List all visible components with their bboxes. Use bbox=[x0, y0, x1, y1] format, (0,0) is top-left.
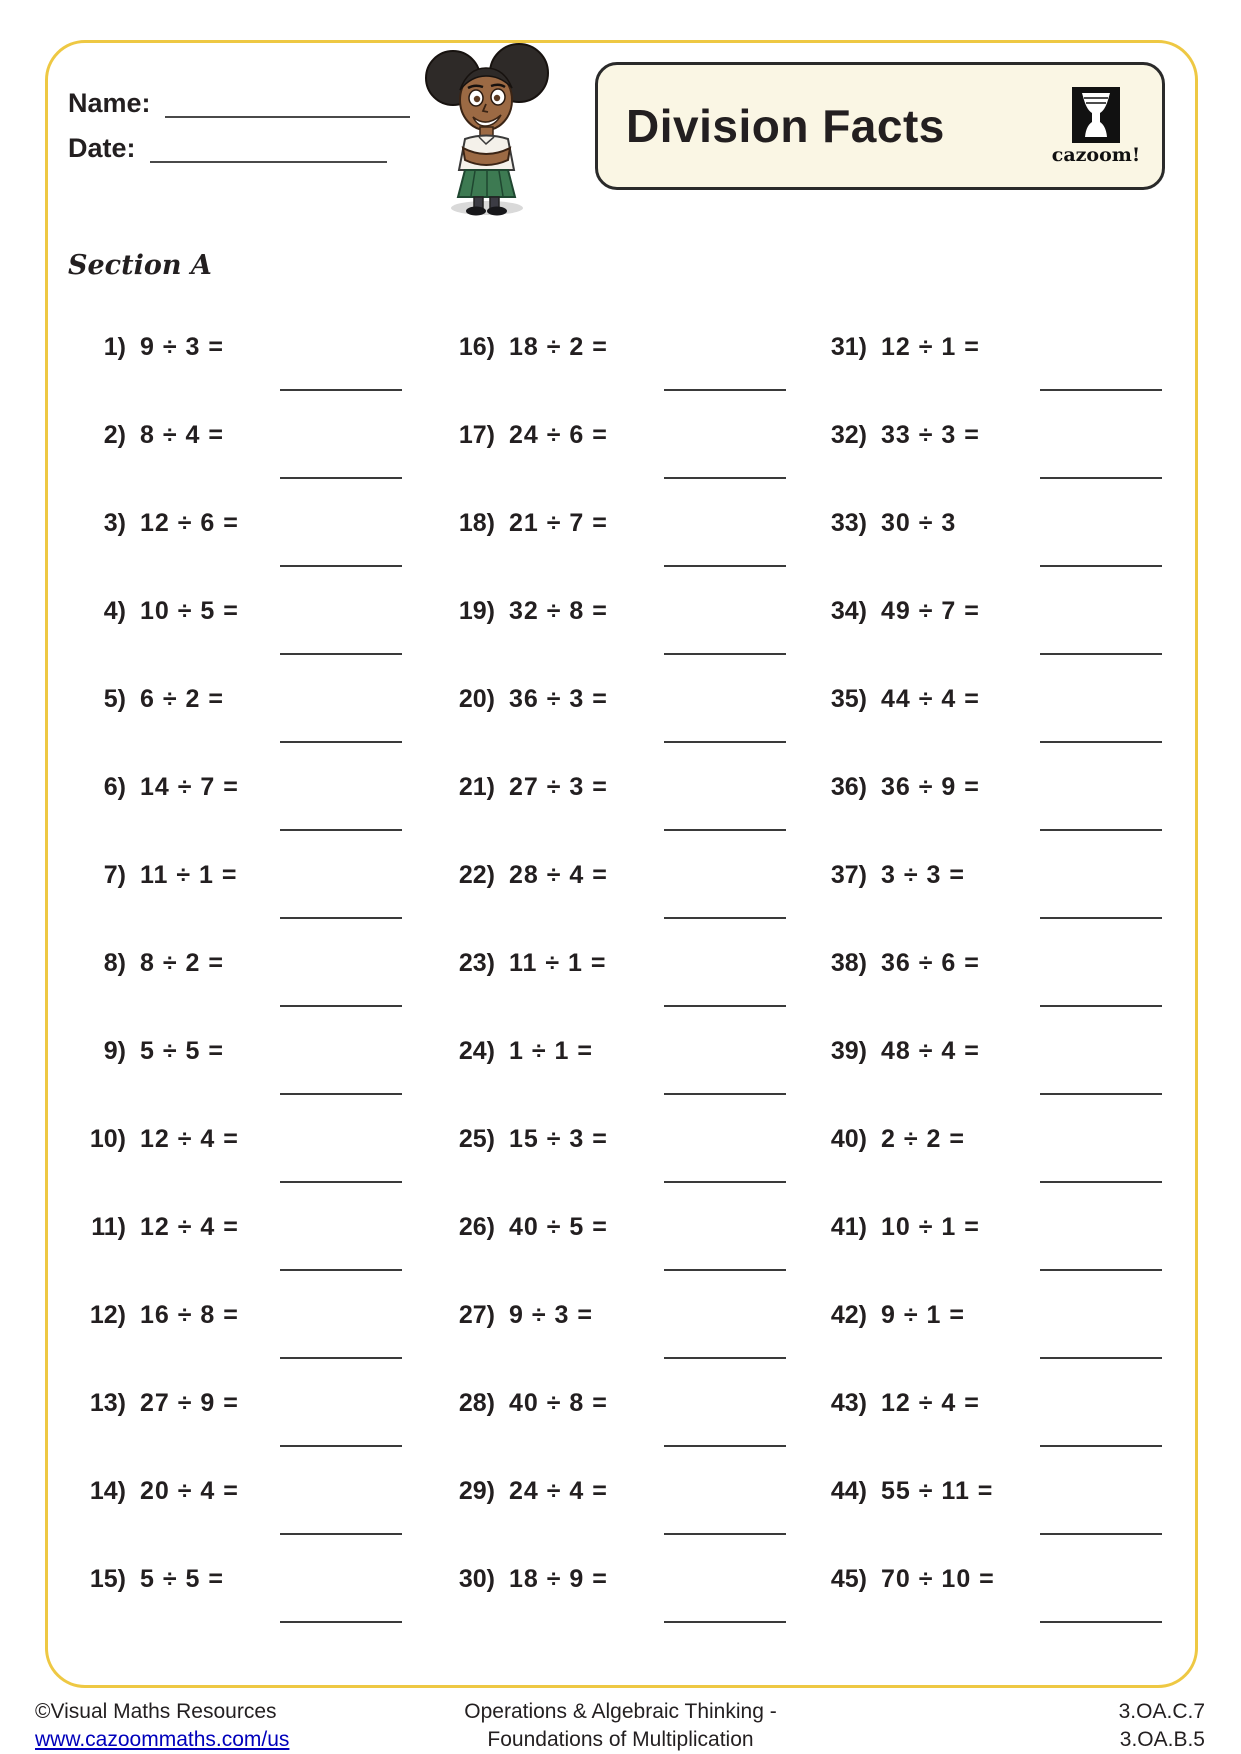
copyright-text: ©Visual Maths Resources bbox=[35, 1700, 277, 1723]
problem-item bbox=[70, 683, 224, 715]
answer-line[interactable] bbox=[664, 917, 786, 919]
problem-number: 39) bbox=[830, 1037, 867, 1065]
problem-expression: 5 ÷ 5 = bbox=[140, 1565, 224, 1593]
problem-expression: 21 ÷ 7 = bbox=[509, 509, 608, 537]
name-input-line[interactable] bbox=[165, 90, 410, 118]
problem-number: 44) bbox=[830, 1477, 867, 1505]
answer-line[interactable] bbox=[1040, 741, 1162, 743]
answer-line[interactable] bbox=[280, 1445, 402, 1447]
problem-number: 26) bbox=[458, 1213, 495, 1241]
answer-line[interactable] bbox=[280, 1093, 402, 1095]
problem-item bbox=[70, 1475, 239, 1507]
problem-item bbox=[70, 859, 238, 891]
problem-item bbox=[811, 1563, 995, 1595]
date-field-row bbox=[68, 133, 387, 163]
problem-item bbox=[70, 771, 239, 803]
problem-expression: 12 ÷ 4 = bbox=[140, 1213, 239, 1241]
worksheet-title: Division Facts bbox=[626, 100, 945, 152]
problem-item bbox=[70, 1123, 239, 1155]
answer-line[interactable] bbox=[280, 1269, 402, 1271]
problem-expression: 10 ÷ 5 = bbox=[140, 597, 239, 625]
problem-expression: 30 ÷ 3 bbox=[881, 509, 957, 537]
answer-line[interactable] bbox=[664, 1181, 786, 1183]
date-input-line[interactable] bbox=[150, 135, 387, 163]
answer-line[interactable] bbox=[1040, 1533, 1162, 1535]
problem-number: 36) bbox=[830, 773, 867, 801]
problem-number: 32) bbox=[830, 421, 867, 449]
problem-item bbox=[439, 595, 608, 627]
answer-line[interactable] bbox=[1040, 1005, 1162, 1007]
answer-line[interactable] bbox=[664, 389, 786, 391]
problem-item bbox=[70, 1387, 239, 1419]
answer-line[interactable] bbox=[280, 565, 402, 567]
problem-expression: 15 ÷ 3 = bbox=[509, 1125, 608, 1153]
answer-line[interactable] bbox=[1040, 1181, 1162, 1183]
problem-number: 23) bbox=[458, 949, 495, 977]
answer-line[interactable] bbox=[664, 477, 786, 479]
problem-number: 22) bbox=[458, 861, 495, 889]
problem-expression: 27 ÷ 3 = bbox=[509, 773, 608, 801]
answer-line[interactable] bbox=[664, 741, 786, 743]
answer-line[interactable] bbox=[280, 389, 402, 391]
answer-line[interactable] bbox=[1040, 389, 1162, 391]
section-heading: Section A bbox=[68, 250, 212, 281]
problem-item bbox=[439, 1387, 608, 1419]
footer-center bbox=[0, 1698, 1241, 1754]
problem-number: 35) bbox=[830, 685, 867, 713]
answer-line[interactable] bbox=[664, 829, 786, 831]
answer-line[interactable] bbox=[664, 1269, 786, 1271]
problem-expression: 8 ÷ 2 = bbox=[140, 949, 224, 977]
problem-item bbox=[70, 419, 224, 451]
problem-number: 38) bbox=[830, 949, 867, 977]
problem-item bbox=[439, 1299, 593, 1331]
problem-expression: 40 ÷ 8 = bbox=[509, 1389, 608, 1417]
problem-number: 8) bbox=[103, 949, 126, 977]
title-box bbox=[595, 62, 1165, 190]
answer-line[interactable] bbox=[1040, 653, 1162, 655]
answer-line[interactable] bbox=[664, 1005, 786, 1007]
problem-number: 24) bbox=[458, 1037, 495, 1065]
problem-expression: 24 ÷ 6 = bbox=[509, 421, 608, 449]
problem-number: 45) bbox=[830, 1565, 867, 1593]
answer-line[interactable] bbox=[280, 653, 402, 655]
answer-line[interactable] bbox=[1040, 477, 1162, 479]
problem-item bbox=[439, 1563, 608, 1595]
problem-number: 28) bbox=[458, 1389, 495, 1417]
name-label: Name: bbox=[68, 88, 151, 118]
cazoom-drum-icon bbox=[1072, 87, 1120, 143]
problem-expression: 36 ÷ 3 = bbox=[509, 685, 608, 713]
problem-number: 4) bbox=[103, 597, 126, 625]
answer-line[interactable] bbox=[1040, 1093, 1162, 1095]
problem-expression: 36 ÷ 9 = bbox=[881, 773, 980, 801]
problem-item bbox=[70, 1035, 224, 1067]
problem-number: 7) bbox=[103, 861, 126, 889]
problem-expression: 12 ÷ 6 = bbox=[140, 509, 239, 537]
problem-number: 12) bbox=[89, 1301, 126, 1329]
problem-number: 16) bbox=[458, 333, 495, 361]
answer-line[interactable] bbox=[1040, 1621, 1162, 1623]
problem-expression: 2 ÷ 2 = bbox=[881, 1125, 965, 1153]
problem-expression: 33 ÷ 3 = bbox=[881, 421, 980, 449]
problem-item bbox=[439, 947, 607, 979]
answer-line[interactable] bbox=[280, 1181, 402, 1183]
problem-item bbox=[70, 1563, 224, 1595]
problem-number: 1) bbox=[103, 333, 126, 361]
problem-expression: 55 ÷ 11 = bbox=[881, 1477, 994, 1505]
answer-line[interactable] bbox=[664, 653, 786, 655]
problem-item bbox=[439, 1123, 608, 1155]
problem-item bbox=[811, 1299, 965, 1331]
problem-expression: 5 ÷ 5 = bbox=[140, 1037, 224, 1065]
problem-item bbox=[811, 1123, 965, 1155]
problem-number: 40) bbox=[830, 1125, 867, 1153]
answer-line[interactable] bbox=[664, 1357, 786, 1359]
answer-line[interactable] bbox=[1040, 1445, 1162, 1447]
answer-line[interactable] bbox=[1040, 829, 1162, 831]
problem-number: 25) bbox=[458, 1125, 495, 1153]
answer-line[interactable] bbox=[280, 1533, 402, 1535]
problem-item bbox=[439, 419, 608, 451]
problem-item bbox=[70, 947, 224, 979]
problem-expression: 16 ÷ 8 = bbox=[140, 1301, 239, 1329]
footer-topic-line1: Operations & Algebraic Thinking - bbox=[464, 1700, 777, 1723]
problem-number: 14) bbox=[89, 1477, 126, 1505]
problem-number: 20) bbox=[458, 685, 495, 713]
problem-expression: 44 ÷ 4 = bbox=[881, 685, 980, 713]
problem-item bbox=[811, 1475, 993, 1507]
problem-item bbox=[811, 1387, 980, 1419]
problem-item bbox=[70, 1299, 239, 1331]
problem-item bbox=[439, 507, 608, 539]
answer-line[interactable] bbox=[664, 1445, 786, 1447]
problem-number: 34) bbox=[830, 597, 867, 625]
cazoom-logo bbox=[1048, 87, 1144, 166]
problem-expression: 11 ÷ 1 = bbox=[140, 861, 238, 889]
problem-item bbox=[439, 1211, 608, 1243]
problem-expression: 27 ÷ 9 = bbox=[140, 1389, 239, 1417]
problem-item bbox=[811, 507, 956, 539]
problem-number: 17) bbox=[458, 421, 495, 449]
problem-expression: 20 ÷ 4 = bbox=[140, 1477, 239, 1505]
answer-line[interactable] bbox=[664, 565, 786, 567]
footer-standards bbox=[1119, 1698, 1205, 1754]
problem-number: 11) bbox=[91, 1213, 126, 1241]
problem-number: 18) bbox=[458, 509, 495, 537]
problem-number: 3) bbox=[103, 509, 126, 537]
answer-line[interactable] bbox=[664, 1093, 786, 1095]
problem-expression: 9 ÷ 1 = bbox=[881, 1301, 965, 1329]
answer-line[interactable] bbox=[1040, 917, 1162, 919]
problem-number: 29) bbox=[458, 1477, 495, 1505]
problem-expression: 14 ÷ 7 = bbox=[140, 773, 239, 801]
problem-number: 10) bbox=[89, 1125, 126, 1153]
problem-number: 33) bbox=[830, 509, 867, 537]
problem-item bbox=[811, 771, 980, 803]
problem-number: 42) bbox=[830, 1301, 867, 1329]
problem-expression: 28 ÷ 4 = bbox=[509, 861, 608, 889]
problem-item bbox=[70, 1211, 239, 1243]
problem-expression: 11 ÷ 1 = bbox=[509, 949, 607, 977]
problem-number: 19) bbox=[458, 597, 495, 625]
problem-expression: 12 ÷ 4 = bbox=[140, 1125, 239, 1153]
problem-item bbox=[811, 1035, 980, 1067]
problem-expression: 32 ÷ 8 = bbox=[509, 597, 608, 625]
answer-line[interactable] bbox=[280, 477, 402, 479]
problem-number: 9) bbox=[103, 1037, 126, 1065]
problem-item bbox=[811, 859, 965, 891]
problem-item bbox=[439, 859, 608, 891]
student-character-illustration bbox=[413, 42, 561, 217]
problem-expression: 1 ÷ 1 = bbox=[509, 1037, 593, 1065]
logo-text: cazoom! bbox=[1051, 143, 1141, 166]
problem-number: 5) bbox=[103, 685, 126, 713]
problem-expression: 49 ÷ 7 = bbox=[881, 597, 980, 625]
problem-expression: 8 ÷ 4 = bbox=[140, 421, 224, 449]
problem-expression: 9 ÷ 3 = bbox=[140, 333, 224, 361]
problem-item bbox=[70, 331, 224, 363]
answer-line[interactable] bbox=[664, 1533, 786, 1535]
answer-line[interactable] bbox=[1040, 1269, 1162, 1271]
answer-line[interactable] bbox=[280, 1005, 402, 1007]
problem-item bbox=[811, 683, 980, 715]
problem-number: 27) bbox=[458, 1301, 495, 1329]
answer-line[interactable] bbox=[664, 1621, 786, 1623]
website-link[interactable]: www.cazoommaths.com/us bbox=[35, 1728, 290, 1751]
answer-line[interactable] bbox=[280, 1357, 402, 1359]
problem-expression: 40 ÷ 5 = bbox=[509, 1213, 608, 1241]
answer-line[interactable] bbox=[1040, 1357, 1162, 1359]
problem-item bbox=[811, 331, 980, 363]
problem-item bbox=[811, 419, 980, 451]
problem-number: 41) bbox=[830, 1213, 867, 1241]
standard-code-2: 3.OA.B.5 bbox=[1119, 1728, 1205, 1751]
problem-expression: 18 ÷ 9 = bbox=[509, 1565, 608, 1593]
problem-expression: 36 ÷ 6 = bbox=[881, 949, 980, 977]
answer-line[interactable] bbox=[1040, 565, 1162, 567]
problem-expression: 24 ÷ 4 = bbox=[509, 1477, 608, 1505]
problem-number: 21) bbox=[458, 773, 495, 801]
problem-expression: 12 ÷ 1 = bbox=[881, 333, 980, 361]
problem-expression: 18 ÷ 2 = bbox=[509, 333, 608, 361]
problem-item bbox=[439, 683, 608, 715]
date-label: Date: bbox=[68, 133, 136, 163]
answer-line[interactable] bbox=[280, 917, 402, 919]
problem-number: 37) bbox=[830, 861, 867, 889]
problem-item bbox=[811, 595, 980, 627]
problem-number: 43) bbox=[830, 1389, 867, 1417]
problem-expression: 12 ÷ 4 = bbox=[881, 1389, 980, 1417]
problem-expression: 70 ÷ 10 = bbox=[881, 1565, 995, 1593]
problem-item bbox=[439, 771, 608, 803]
problem-item bbox=[439, 331, 608, 363]
footer-topic-line2: Foundations of Multiplication bbox=[487, 1728, 754, 1751]
problem-number: 30) bbox=[458, 1565, 495, 1593]
problem-number: 13) bbox=[89, 1389, 126, 1417]
problem-expression: 3 ÷ 3 = bbox=[881, 861, 965, 889]
answer-line[interactable] bbox=[280, 741, 402, 743]
problem-item bbox=[811, 1211, 980, 1243]
problem-number: 6) bbox=[103, 773, 126, 801]
standard-code-1: 3.OA.C.7 bbox=[1118, 1700, 1205, 1723]
problem-item bbox=[811, 947, 980, 979]
problem-number: 2) bbox=[103, 421, 126, 449]
answer-line[interactable] bbox=[280, 829, 402, 831]
problem-expression: 48 ÷ 4 = bbox=[881, 1037, 980, 1065]
problem-number: 15) bbox=[89, 1565, 126, 1593]
answer-line[interactable] bbox=[280, 1621, 402, 1623]
problem-item bbox=[70, 507, 239, 539]
problem-expression: 10 ÷ 1 = bbox=[881, 1213, 980, 1241]
problem-item bbox=[70, 595, 239, 627]
problem-item bbox=[439, 1035, 593, 1067]
problem-expression: 6 ÷ 2 = bbox=[140, 685, 224, 713]
problem-item bbox=[439, 1475, 608, 1507]
name-field-row bbox=[68, 88, 410, 118]
problem-number: 31) bbox=[830, 333, 867, 361]
problem-expression: 9 ÷ 3 = bbox=[509, 1301, 593, 1329]
